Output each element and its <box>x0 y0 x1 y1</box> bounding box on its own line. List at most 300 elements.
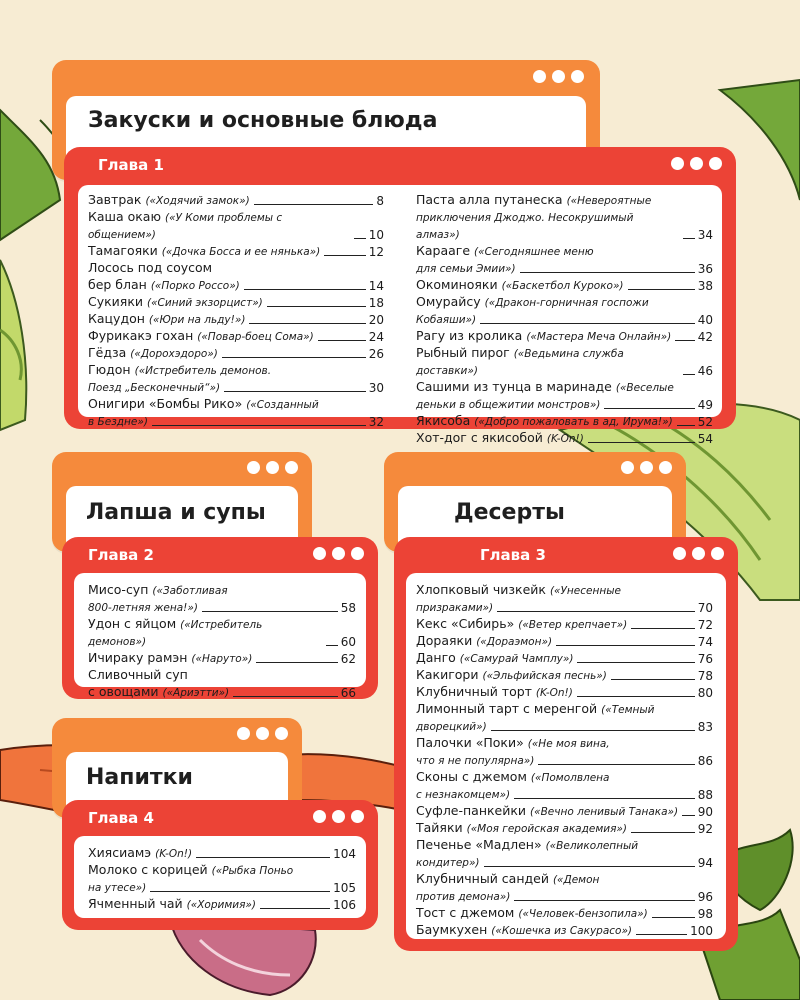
toc-entry-text <box>416 260 516 277</box>
leader-line <box>636 934 687 935</box>
toc-entry-text <box>88 667 188 684</box>
dish-name: Данго <box>416 650 460 665</box>
page-number: 96 <box>697 890 713 904</box>
dish-name: Рагу из кролика <box>416 328 527 343</box>
page-number: 92 <box>697 822 713 836</box>
toc-entry-text <box>88 879 146 896</box>
toc-entry-text <box>416 837 638 854</box>
toc-entry <box>88 311 384 328</box>
leader-line <box>354 238 366 239</box>
dish-name: Какигори <box>416 667 483 682</box>
toc-entry <box>416 209 713 243</box>
toc-entry-text <box>88 243 320 260</box>
toc-entry-text <box>88 616 322 650</box>
toc-entry-text <box>88 311 245 328</box>
toc-list-main-right <box>416 192 713 447</box>
leader-line <box>538 764 694 765</box>
toc-entry <box>416 667 713 684</box>
dish-name: Кекс «Сибирь» <box>416 616 519 631</box>
source-title: для семьи Эмии») <box>416 263 516 275</box>
toc-entry <box>88 260 384 277</box>
toc-entry <box>416 650 713 667</box>
leader-line <box>652 917 695 918</box>
dish-name: Якисоба <box>416 413 475 428</box>
source-title: («Помолвлена <box>530 772 610 784</box>
dish-name: Окоминояки <box>416 277 502 292</box>
leader-line <box>520 272 695 273</box>
dish-name: Кацудон <box>88 311 149 326</box>
page-number: 90 <box>697 805 713 819</box>
page-number: 42 <box>697 330 713 344</box>
source-title: («Веселые <box>615 382 674 394</box>
window-dots-icon <box>313 810 364 823</box>
toc-entry <box>416 599 713 616</box>
toc-entry-text <box>416 905 648 922</box>
toc-entry-text <box>416 413 673 430</box>
dish-name: Сукияки <box>88 294 147 309</box>
source-title: против демона») <box>416 891 511 903</box>
leader-line <box>611 679 695 680</box>
toc-entry-text <box>88 345 218 362</box>
dish-name: Сконы с джемом <box>416 769 531 784</box>
toc-entry-text <box>416 209 679 243</box>
toc-entry <box>88 362 384 379</box>
page-number: 34 <box>697 228 713 242</box>
toc-entry <box>416 803 713 820</box>
toc-entry <box>416 735 713 752</box>
toc-entry-text <box>416 684 573 701</box>
toc-entry-text <box>416 633 552 650</box>
toc-entry <box>416 786 713 803</box>
window-dots-icon <box>313 547 364 560</box>
chapter-1-label: Глава 1 <box>98 156 164 174</box>
source-title: что я не популярна») <box>416 755 535 767</box>
page-number: 66 <box>340 686 356 700</box>
source-title: («Синий экзорцист») <box>146 297 263 309</box>
page-number: 40 <box>697 313 713 327</box>
toc-entry-text <box>416 294 649 311</box>
source-title: («Ветер крепчает») <box>518 619 628 631</box>
dish-name: Дораяки <box>416 633 477 648</box>
leader-line <box>233 696 338 697</box>
source-title: («Мастера Меча Онлайн») <box>526 331 672 343</box>
dish-name: Суфле-панкейки <box>416 803 531 818</box>
leader-line <box>244 289 366 290</box>
toc-entry <box>416 633 713 650</box>
source-title: («Истребитель демонов») <box>88 619 263 648</box>
toc-entry-text <box>88 582 228 599</box>
toc-entry-text <box>88 379 220 396</box>
dish-name: Ячменный чай <box>88 896 187 911</box>
toc-entry-text <box>88 260 212 277</box>
dish-name: Сливочный суп <box>88 667 188 682</box>
chapter-2-label: Глава 2 <box>88 546 154 564</box>
dish-name: Карааге <box>416 243 475 258</box>
toc-entry <box>88 845 356 862</box>
toc-entry <box>88 328 384 345</box>
page-number: 24 <box>368 330 384 344</box>
source-title: («У Коми проблемы с общением») <box>88 212 283 241</box>
toc-entry-text <box>416 803 678 820</box>
leader-line <box>152 425 366 426</box>
dish-name: Хиясиамэ <box>88 845 156 860</box>
page-number: 88 <box>697 788 713 802</box>
page-number: 14 <box>368 279 384 293</box>
section-title-drinks: Напитки <box>86 765 193 790</box>
leader-line <box>588 442 695 443</box>
page-number: 100 <box>690 924 713 938</box>
source-title: («Эльфийская песнь») <box>482 670 607 682</box>
toc-entry-text <box>416 820 627 837</box>
page-number: 74 <box>697 635 713 649</box>
toc-entry-text <box>88 684 229 701</box>
dish-name: Каша окаю <box>88 209 165 224</box>
leader-line <box>604 408 694 409</box>
page-number: 80 <box>697 686 713 700</box>
page-number: 106 <box>333 898 356 912</box>
toc-entry <box>416 701 713 718</box>
dish-name: Мисо-суп <box>88 582 153 597</box>
page-number: 78 <box>697 669 713 683</box>
toc-entry-text <box>88 209 350 243</box>
window-dots-icon <box>621 461 672 474</box>
dish-name: Сашими из тунца в маринаде <box>416 379 616 394</box>
source-title: (K-On!) <box>535 687 573 699</box>
dish-name: Омурайсу <box>416 294 485 309</box>
source-title: («Созданный <box>246 399 319 411</box>
source-title: («Сегодняшнее меню <box>474 246 594 258</box>
toc-entry <box>88 599 356 616</box>
leader-line <box>556 645 695 646</box>
toc-entry <box>88 684 356 701</box>
toc-entry <box>416 718 713 735</box>
leader-line <box>326 645 338 646</box>
toc-entry-text <box>88 845 192 862</box>
leader-line <box>480 323 695 324</box>
page-number: 36 <box>697 262 713 276</box>
page-number: 83 <box>697 720 713 734</box>
leader-line <box>254 204 374 205</box>
source-title: («Добро пожаловать в ад, Ирума!») <box>474 416 673 428</box>
section-title-desserts: Десерты <box>454 500 565 525</box>
toc-entry <box>416 684 713 701</box>
page-number: 18 <box>368 296 384 310</box>
toc-entry <box>416 396 713 413</box>
toc-entry <box>88 879 356 896</box>
toc-list-desserts <box>416 582 713 939</box>
dish-name: Фурикакэ гохан <box>88 328 198 343</box>
toc-entry-text <box>416 718 487 735</box>
page-number: 49 <box>697 398 713 412</box>
toc-entry <box>416 328 713 345</box>
toc-entry <box>416 582 713 599</box>
toc-entry-text <box>416 328 671 345</box>
toc-entry <box>416 192 713 209</box>
leader-line <box>202 611 338 612</box>
toc-entry-text <box>88 277 240 294</box>
toc-entry-text <box>416 650 573 667</box>
page-number: 26 <box>368 347 384 361</box>
page-number: 38 <box>697 279 713 293</box>
source-title: («Демон <box>552 874 600 886</box>
toc-entry-text <box>416 599 493 616</box>
source-title: (K-On!) <box>155 848 193 860</box>
toc-entry-text <box>416 667 607 684</box>
toc-list-drinks <box>88 845 356 913</box>
toc-entry <box>416 430 713 447</box>
dish-name: с овощами <box>88 684 163 699</box>
toc-entry-text <box>416 752 534 769</box>
onion-illustration <box>170 920 316 995</box>
dish-name: Тайяки <box>416 820 467 835</box>
toc-entry-text <box>88 650 252 667</box>
toc-entry <box>88 379 384 396</box>
page-number: 76 <box>697 652 713 666</box>
dish-name: Тамагояки <box>88 243 162 258</box>
dish-name: Палочки «Поки» <box>416 735 528 750</box>
toc-entry <box>416 277 713 294</box>
source-title: («Моя геройская академия») <box>466 823 627 835</box>
leader-line <box>497 611 695 612</box>
leader-line <box>683 238 695 239</box>
toc-entry-text <box>416 311 476 328</box>
page-number: 105 <box>333 881 356 895</box>
toc-entry-text <box>416 871 599 888</box>
source-title: («Наруто») <box>191 653 253 665</box>
section-title-main: Закуски и основные блюда <box>88 108 438 133</box>
toc-entry-text <box>416 582 621 599</box>
leader-line <box>267 306 366 307</box>
dish-name: Онигири «Бомбы Рико» <box>88 396 247 411</box>
chapter-3-label: Глава 3 <box>480 546 546 564</box>
page-number: 32 <box>368 415 384 429</box>
page-number: 60 <box>340 635 356 649</box>
dish-name: Клубничный сандей <box>416 871 553 886</box>
window-dots-icon <box>247 461 298 474</box>
dish-name: Гюдон <box>88 362 135 377</box>
source-title: 800-летняя жена!») <box>88 602 198 614</box>
page-number: 98 <box>697 907 713 921</box>
leader-line <box>514 900 694 901</box>
toc-entry <box>416 311 713 328</box>
source-title: («Кошечка из Сакурасо») <box>491 925 633 937</box>
toc-entry <box>88 294 384 311</box>
page-number: 20 <box>368 313 384 327</box>
page-number: 52 <box>697 415 713 429</box>
leader-line <box>675 340 695 341</box>
source-title: деньки в общежитии монстров») <box>416 399 601 411</box>
leader-line <box>577 662 694 663</box>
dish-name: Паста алла путанеска <box>416 192 567 207</box>
toc-entry <box>416 752 713 769</box>
toc-entry <box>416 871 713 888</box>
toc-entry <box>416 413 713 430</box>
source-title: («Не моя вина, <box>527 738 610 750</box>
toc-entry <box>88 896 356 913</box>
toc-list-noodles <box>88 582 356 701</box>
toc-entry <box>88 209 384 243</box>
leader-line <box>628 289 695 290</box>
dish-name: Гёдза <box>88 345 131 360</box>
toc-entry-text <box>88 294 263 311</box>
source-title: («Заботливая <box>152 585 228 597</box>
source-title: («Дочка Босса и ее нянька») <box>161 246 321 258</box>
toc-entry <box>88 192 384 209</box>
toc-entry <box>416 905 713 922</box>
toc-entry-text <box>416 786 510 803</box>
toc-entry-text <box>416 888 510 905</box>
toc-entry-text <box>88 192 250 209</box>
source-title: («Дракон-горничная госпожи <box>484 297 649 309</box>
window-dots-icon <box>673 547 724 560</box>
source-title: в Бездне») <box>88 416 148 428</box>
source-title: («Ходячий замок») <box>145 195 250 207</box>
page-number: 62 <box>340 652 356 666</box>
toc-list-main-left <box>88 192 384 430</box>
chapter-4-label: Глава 4 <box>88 809 154 827</box>
toc-entry-text <box>416 701 654 718</box>
section-title-noodles: Лапша и супы <box>86 500 266 525</box>
toc-entry <box>88 862 356 879</box>
page-number: 86 <box>697 754 713 768</box>
page-number: 104 <box>333 847 356 861</box>
toc-entry-text <box>416 396 600 413</box>
toc-entry <box>416 294 713 311</box>
toc-entry <box>88 413 384 430</box>
toc-entry <box>416 345 713 379</box>
toc-entry <box>416 837 713 854</box>
toc-entry <box>88 345 384 362</box>
window-dots-icon <box>237 727 288 740</box>
leader-line <box>224 391 366 392</box>
page-number: 10 <box>368 228 384 242</box>
source-title: приключения Джоджо. Несокрушимый алмаз») <box>416 212 634 241</box>
source-title: с незнакомцем») <box>416 789 511 801</box>
toc-entry-text <box>416 243 594 260</box>
page-number: 30 <box>368 381 384 395</box>
page-number: 70 <box>697 601 713 615</box>
source-title: кондитер») <box>416 857 480 869</box>
toc-entry-text <box>416 345 679 379</box>
leader-line <box>484 866 695 867</box>
toc-entry <box>88 243 384 260</box>
toc-entry <box>416 888 713 905</box>
source-title: («Дораэмон») <box>476 636 553 648</box>
dish-name: Лосось под соусом <box>88 260 213 275</box>
leader-line <box>260 908 330 909</box>
leader-line <box>256 662 337 663</box>
source-title: («Великолепный <box>545 840 639 852</box>
source-title: («Рыбка Поньо <box>211 865 294 877</box>
window-dots-icon <box>671 157 722 170</box>
source-title: Поезд „Бесконечный“») <box>88 382 221 394</box>
source-title: («Вечно ленивый Танака») <box>530 806 679 818</box>
toc-entry-text <box>416 430 584 447</box>
leader-line <box>196 857 330 858</box>
toc-entry-text <box>416 192 651 209</box>
toc-entry <box>88 667 356 684</box>
leader-line <box>577 696 695 697</box>
toc-entry-text <box>88 599 198 616</box>
source-title: («Дорохэдоро») <box>130 348 218 360</box>
leader-line <box>150 891 330 892</box>
toc-entry-text <box>416 616 627 633</box>
toc-entry-text <box>88 328 314 345</box>
toc-entry <box>416 379 713 396</box>
leader-line <box>682 815 695 816</box>
toc-entry-text <box>88 413 148 430</box>
source-title: («Истребитель демонов. <box>134 365 272 377</box>
source-title: (K-On!) <box>546 433 584 445</box>
leader-line <box>249 323 365 324</box>
source-title: («Ведьмина служба доставки») <box>416 348 624 377</box>
window-dots-icon <box>533 70 584 83</box>
leader-line <box>677 425 695 426</box>
toc-entry <box>416 260 713 277</box>
toc-entry <box>416 922 713 939</box>
page-number: 58 <box>340 601 356 615</box>
toc-entry-text <box>88 362 271 379</box>
toc-entry-text <box>416 735 610 752</box>
toc-entry <box>416 616 713 633</box>
page-number: 46 <box>697 364 713 378</box>
dish-name: Тост с джемом <box>416 905 519 920</box>
page-number: 72 <box>697 618 713 632</box>
dish-name: Удон с яйцом <box>88 616 181 631</box>
toc-entry <box>88 396 384 413</box>
source-title: («Баскетбол Куроко») <box>501 280 624 292</box>
toc-entry-text <box>416 769 610 786</box>
leader-line <box>514 798 695 799</box>
toc-entry-text <box>88 396 319 413</box>
source-title: («Порко Россо») <box>150 280 240 292</box>
toc-entry <box>416 854 713 871</box>
page-number: 12 <box>368 245 384 259</box>
dish-name: Ичираку рамэн <box>88 650 192 665</box>
toc-entry <box>416 243 713 260</box>
toc-entry-text <box>416 922 632 939</box>
page-number: 54 <box>697 432 713 446</box>
source-title: («Человек-бензопила») <box>518 908 648 920</box>
source-title: («Юри на льду!») <box>148 314 246 326</box>
dish-name: Печенье «Мадлен» <box>416 837 546 852</box>
toc-entry <box>416 769 713 786</box>
source-title: («Темный <box>601 704 655 716</box>
dish-name: Молоко с корицей <box>88 862 212 877</box>
toc-entry <box>88 650 356 667</box>
source-title: («Ариэтти») <box>162 687 230 699</box>
toc-entry <box>416 820 713 837</box>
leader-line <box>631 832 695 833</box>
source-title: Кобаяши») <box>416 314 477 326</box>
dish-name: Баумкухен <box>416 922 492 937</box>
leader-line <box>318 340 366 341</box>
source-title: («Хоримия») <box>186 899 256 911</box>
source-title: на утесе») <box>88 882 147 894</box>
toc-entry-text <box>88 862 293 879</box>
toc-entry <box>88 616 356 650</box>
toc-entry-text <box>416 854 480 871</box>
toc-entry-text <box>416 379 674 396</box>
source-title: («Самурай Чамплу») <box>459 653 574 665</box>
source-title: («Невероятные <box>566 195 652 207</box>
dish-name: Клубничный торт <box>416 684 536 699</box>
dish-name: Хлопковый чизкейк <box>416 582 550 597</box>
dish-name: Рыбный пирог <box>416 345 514 360</box>
dish-name: бер блан <box>88 277 151 292</box>
source-title: («Повар-боец Сома») <box>197 331 314 343</box>
toc-entry <box>88 582 356 599</box>
